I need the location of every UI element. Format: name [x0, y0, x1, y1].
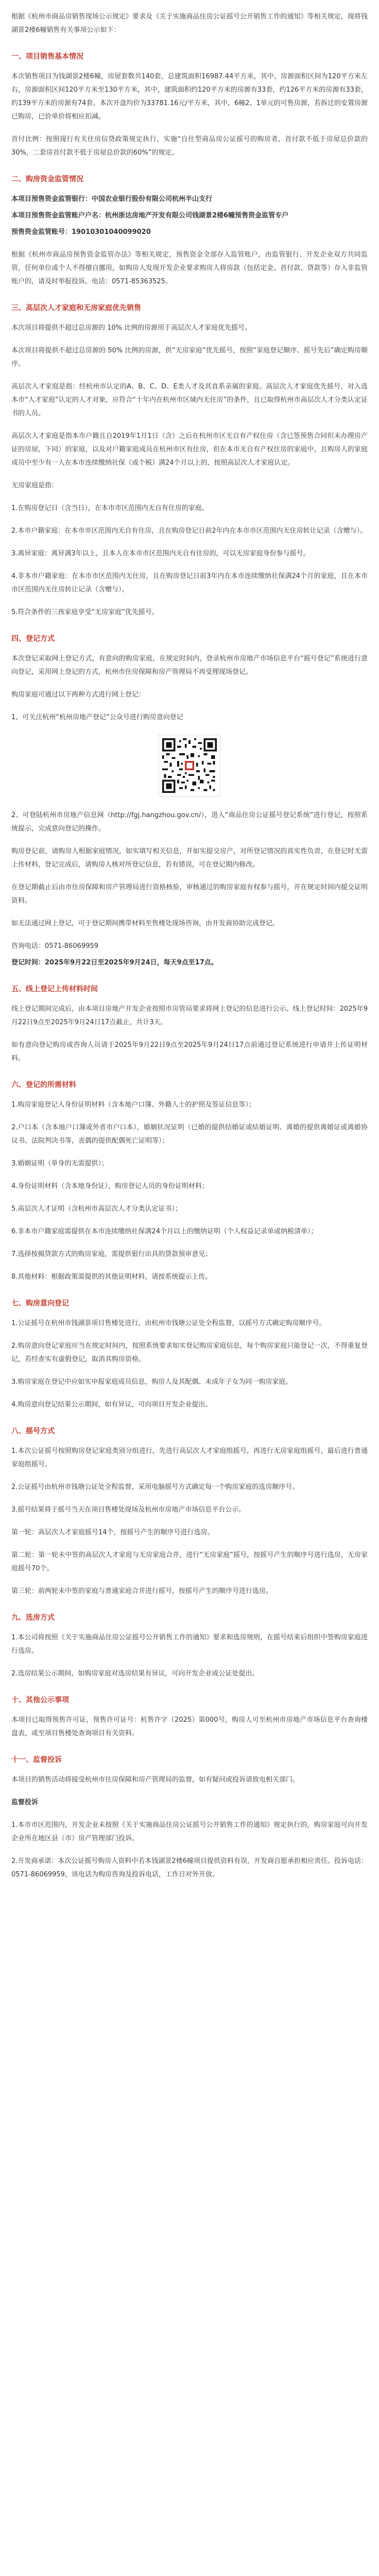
s5-paragraph-2: 如有意向登记购房或咨询人员请于2025年9月22日9点至2025年9月24日17点前通过登记系统进行申请并上传证明材料。 — [11, 1041, 368, 1062]
s7-paragraph-3: 3.购房家庭在登记中应如实申报家庭成员信息，购房人及其配偶、未成年子女为同一购房家庭。 — [11, 1378, 292, 1386]
section-5-title: 五、线上登记上传材料时间 — [11, 985, 98, 993]
s11-item-1: 1.本市市区范围内，开发企业未按照《关于实施商品住房公证摇号公开销售工作的通知》规定执行的，购房家庭可向开发企业所在地区县（市）房产管理部门投诉。 — [11, 1821, 368, 1842]
section-6-title: 六、登记的所需材料 — [11, 1081, 76, 1089]
section-10-title: 十、其他公示事项 — [11, 1696, 69, 1704]
s3-item-4: 4.非本市户籍家庭：在本市市区范围内无住房，且在购房登记日前3年内在本市连续缴纳社保满24个月的家庭，且在本市市区范围内无住房转让记录（含赠与）。 — [11, 572, 368, 594]
s6-item-5: 5.高层次人才证明（含杭州市高层次人才分类认定证书）； — [11, 1205, 182, 1213]
s3-item-5: 5.符合条件的三孩家庭享受“无房家庭”优先摇号。 — [11, 608, 159, 616]
s3-paragraph-2: 本次项目将提供不超过总房源的 50% 比例的房源，供“无房家庭”优先摇号，按照“家庭登记顺序、摇号先后”确定购房顺序。 — [11, 347, 368, 368]
supervision-account-no: 预售资金监管账号：19010301040099020 — [11, 228, 151, 236]
s8-paragraph-3: 3.摇号结果将于摇号当天在项目售楼处现场及杭州市房地产市场信息平台公示。 — [11, 1506, 246, 1514]
qr-code-container — [11, 735, 368, 796]
s2-paragraph-1: 根据《杭州市商品房预售资金监管办法》等相关规定，预售资金全部存入监管账户，由监管银行、开发企业双方共同监管，任何单位或个人不得擅自挪用，如购房人发现开发企业要求购房人将房款（包括定金、首付款、贷款等）存入非监管账户的，请及时举报投诉。电话：0571-85363525。 — [11, 251, 368, 285]
supervision-account-name: 本项目预售资金监管账户户名：杭州浙达房地产开发有限公司钱湖景2楼6幢预售资金监管专户 — [11, 212, 289, 219]
supervision-bank: 本项目预售资金监管银行：中国农业银行股份有限公司杭州半山支行 — [11, 195, 213, 203]
s4-item-1: 1、可关注杭州“杭州房地产登记”公众号进行购房意向登记 — [11, 714, 183, 721]
s7-paragraph-1: 1.公证摇号在杭州市钱湖景项目售楼处进行，由杭州市钱塘公证处全程监督，以摇号方式确定购房顺序号。 — [11, 1319, 326, 1327]
s8-paragraph-4: 第一轮：高层次人才家庭摇号14个，按摇号产生的顺序号进行选房。 — [11, 1529, 214, 1536]
s8-paragraph-2: 2.公证摇号由杭州市钱塘公证处全程监督，采用电脑摇号方式确定每一个购房家庭的选房顺序号。 — [11, 1483, 299, 1491]
s10-paragraph-1: 本项目已取得预售许可证，预售许可证号：杭售许字（2025）第000号，购房人可至杭州市房地产市场信息平台查询楼盘表，或至项目售楼处查询项目有关资料。 — [11, 1716, 368, 1737]
section-7-title: 七、购房意向登记 — [11, 1299, 69, 1308]
section-4-title: 四、登记方式 — [11, 635, 55, 643]
qr-code-icon[interactable] — [159, 735, 220, 796]
s3-paragraph-4: 高层次人才家庭是指本市户籍且自2019年1月1日（含）之后在杭州市区无自有产权住房（含已签预售合同但未办理房产证的房屋，下同）的家庭，以及对户籍家庭成员在杭州市区有住房，但在本市无自有产权住房的家庭中，且购房人的家庭成员中至少有一人在本市连续缴纳社保（或个税）满24个月以上的，按照高层次人才家庭认定。 — [11, 432, 368, 467]
s4-item-2: 2、可登陆杭州市房地产信息网（http://fgj.hangzhou.gov.cn/），进入“商品住房公证摇号登记系统”进行登记，按照系统提示，完成意向登记的操作。 — [11, 811, 368, 833]
s8-paragraph-6: 第三轮：前两轮未中签的家庭与普通家庭合并进行摇号，按摇号产生的顺序号进行选房。 — [11, 1587, 273, 1595]
s9-paragraph-1: 1.本公司将按照《关于实施商品住房公证摇号公开销售工作的通知》要求和选房规则，在摇号结束后组织中签购房家庭进行选房。 — [11, 1634, 368, 1655]
consult-phone: 咨询电话：0571-86069959 — [11, 942, 98, 950]
s7-paragraph-4: 4.购房意向登记结果公示期间，如有异议，可向项目开发企业提出。 — [11, 1401, 212, 1409]
section-8-title: 八、摇号方式 — [11, 1427, 55, 1435]
s4-paragraph-5: 如无法通过网上登记，可于登记期间携带材料至售楼处现场咨询，由开发商协助完成登记。 — [11, 920, 280, 927]
s8-paragraph-1: 1.本次公证摇号按照购房登记家庭类别分组进行，先进行高层次人才家庭组摇号，再进行无房家庭组摇号，最后进行普通家庭组摇号。 — [11, 1447, 368, 1468]
section-11-title: 十一、监督投诉 — [11, 1756, 62, 1764]
s3-item-1: 1.在购房登记日（含当日），在本市市区范围内无自有住房的家庭。 — [11, 504, 209, 512]
s11-paragraph-1: 本项目的销售活动将接受杭州市住房保障和房产管理局的监督，如有疑问或投诉请致电相关部门。 — [11, 1776, 300, 1784]
intro-paragraph: 根据《杭州市商品房销售现场公示规定》要求及《关于实施商品住房公证摇号公开销售工作的通知》等相关规定，现将钱湖景2楼6幢销售有关事项公示如下： — [11, 13, 368, 34]
section-1-title: 一、项目销售基本情况 — [11, 53, 83, 61]
s5-paragraph-1: 线上登记期间完成后，由本项目房地产开发企业按照市房管局要求将网上登记的信息进行公示。线上登记时间：2025年9月22日9点至2025年9月24日17点截止，共计3天。 — [11, 1005, 368, 1026]
s4-paragraph-1: 本次登记采取网上登记方式，有意向的购房家庭，在规定时间内，登录杭州市房地产市场信息平台“摇号登记”系统进行意向登记，采用网上登记的方式，杭州市住房保障和房产管理局不再受理现场登记。 — [11, 655, 368, 676]
s3-item-2: 2.本市户籍家庭：在本市市区范围内无自有住房，且在购房登记日前2年内在本市市区范围内无住房转让记录（含赠与）。 — [11, 527, 367, 535]
s6-item-8: 8.其他材料：根据政策需提供的其他证明材料，请按系统提示上传。 — [11, 1273, 212, 1281]
s6-item-3: 3.婚姻证明（单身的无需提供）； — [11, 1160, 108, 1167]
s4-paragraph-4: 在登记期截止后由市住房保障和房产管理局进行资格核验，审核通过的购房家庭有权参与摇号，并在规定时间内提交证明资料。 — [11, 884, 368, 905]
section-9-title: 九、选房方式 — [11, 1614, 55, 1622]
s3-paragraph-3: 高层次人才家庭是指：经杭州市认定的A、B、C、D、E类人才及其直系亲属的家庭。高层次人才家庭优先摇号，对入选本市“人才家庭”认定的人才对象，应符合“十年内在杭州市区域内无住房”的条件，且已取得杭州市高层次人才分类认定证书的人员。 — [11, 383, 368, 417]
s3-paragraph-5: 无房家庭是指： — [11, 482, 59, 489]
s1-paragraph-2: 首付比例：按照现行有关住房信贷政策规定执行，实施“自住型商品房公证摇号的购房者，首付款不低于房屋总价款的30%，二套房首付款不低于房屋总价款的60%”的规定。 — [11, 135, 368, 157]
s4-paragraph-3: 购房登记前，请购房人根据家庭情况，如实填写相关信息，并如实提交房产，对所登记情况的真实性负责，在登记时无需上传材料，登记完成后，请购房人核对所登记信息，若有错误，可在登记期内修改。 — [11, 848, 368, 869]
s6-item-6: 6.非本市户籍家庭需提供在本市连续缴纳社保满24个月以上的缴纳证明（个人权益记录单或纳税清单）； — [11, 1228, 318, 1235]
s11-subtitle: 监督投诉 — [11, 1799, 39, 1806]
s1-paragraph-1: 本次销售项目为钱湖景2楼6幢，房屋套数共140套，总建筑面积16987.44平方米，其中，房源面积区间为120平方米左右，房源面积区间120平方米至130平方米，其中，建筑面积约120平方米的房源有33套，约126平方米的房源有33套，约139平方米的房源有74套。本次开盘均价为33781.16元/平方米，其中，6幢2、1单元的可售房源，若拆迁的安置房源已购房，已价单价将相应扣减。 — [11, 73, 368, 121]
registration-period: 登记时间：2025年9月22日至2025年9月24日，每天9点至17点。 — [11, 959, 218, 967]
s3-item-3: 3.离异家庭：离异满3年以上，且本人在本市市区范围内无自有住房的，可以无房家庭身份参与摇号。 — [11, 550, 310, 557]
s11-item-2: 2.开发商承诺：本次公证摇号购房人资料中若本钱湖景2楼6幢项目提供资料有误，开发商自愿承担相应责任。投诉电话：0571-86069959，该电话为购房咨询及投诉电话，工作日对外开放。 — [11, 1857, 368, 1878]
s7-paragraph-2: 2.购房意向登记家庭应当在规定时间内，按照系统要求如实登记购房家庭信息，每个购房家庭只能登记一次，不得重复登记，若经查实有虚假登记，取消其购房资格。 — [11, 1342, 368, 1363]
s4-paragraph-2: 购房家庭可通过以下两种方式进行网上登记： — [11, 691, 146, 699]
section-3-title: 三、高层次人才家庭和无房家庭优先销售 — [11, 304, 141, 312]
s6-item-7: 7.选择按揭贷款方式的购房家庭，需提供银行出具的贷款预审意见； — [11, 1250, 212, 1258]
s3-paragraph-1: 本次项目将提供不超过总房源的 10% 比例的房源用于高层次人才家庭优先摇号。 — [11, 324, 252, 332]
s9-paragraph-2: 2.选房结果公示期间，如购房家庭对选房结果有异议，可向开发企业或公证处提出。 — [11, 1670, 259, 1677]
s8-paragraph-5: 第二轮：第一轮未中签的高层次人才家庭与无房家庭合并，进行“无房家庭”摇号，按摇号产生的顺序号进行选房，无房家庭摇号70个。 — [11, 1551, 368, 1572]
s6-item-2: 2.户口本（含本地户口簿或外省市户口本），婚姻状况证明（已婚的提供结婚证或结婚证明、离婚的提供离婚证或离婚协议书、法院判决书等，丧偶的提供配偶死亡证明等）； — [11, 1124, 368, 1145]
s6-item-1: 1.购房家庭登记人身份证明材料（含本地户口簿、外籍人士的护照及签证信息等）； — [11, 1101, 255, 1109]
s6-item-4: 4.身份证明材料（含本地身份证），购房登记人员的身份证明材料； — [11, 1182, 209, 1190]
section-2-title: 二、购房资金监管情况 — [11, 175, 83, 183]
